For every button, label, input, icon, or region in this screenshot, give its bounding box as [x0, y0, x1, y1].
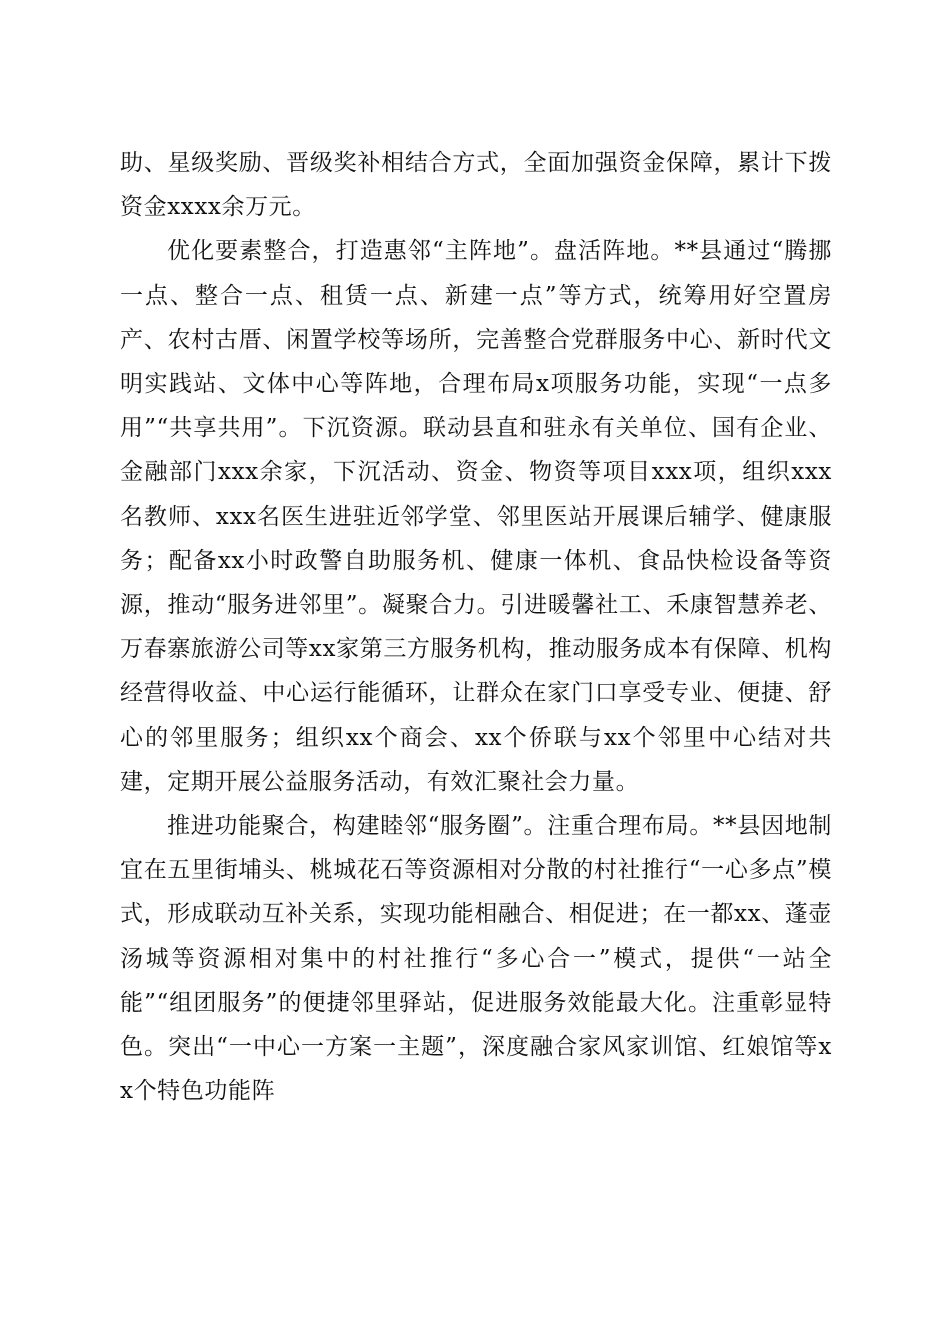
- paragraph-1: 助、星级奖励、晋级奖补相结合方式，全面加强资金保障，累计下拨资金xxxx余万元。: [120, 150, 832, 221]
- paragraph-2: 优化要素整合，打造惠邻“主阵地”。盘活阵地。**县通过“腾挪一点、整合一点、租赁一点、新建一点”等方式，统筹用好空置房产、农村古厝、闲置学校等场所，完善整合党群服务中心、新时代文明实践站、文体中心等阵地，合理布局x项服务功能，实现“一点多用”“共享共用”。下沉资源。联动县直和驻永有关单位、国有企业、金融部门xxx余家，下沉活动、资金、物资等项目xxx项，组织xxx名教师、xxx名医生进驻近邻学堂、邻里医站开展课后辅学、健康服务；配备xx小时政警自助服务机、健康一体机、食品快检设备等资源，推动“服务进邻里”。凝聚合力。引进暖馨社工、禾康智慧养老、万春寨旅游公司等xx家第三方服务机构，推动服务成本有保障、机构经营得收益、中心运行能循环，让群众在家门口享受专业、便捷、舒心的邻里服务；组织xx个商会、xx个侨联与xx个邻里中心结对共建，定期开展公益服务活动，有效汇聚社会力量。: [120, 238, 832, 795]
- document-body: [120, 141, 832, 1113]
- paragraph-3: 推进功能聚合，构建睦邻“服务圈”。注重合理布局。**县因地制宜在五里街埔头、桃城花石等资源相对分散的村社推行“一心多点”模式，形成联动互补关系，实现功能相融合、相促进；在一都xx、蓬壶汤城等资源相对集中的村社推行“多心合一”模式，提供“一站全能”“组团服务”的便捷邻里驿站，促进服务效能最大化。注重彰显特色。突出“一中心一方案一主题”，深度融合家风家训馆、红娘馆等xx个特色功能阵: [120, 813, 832, 1105]
